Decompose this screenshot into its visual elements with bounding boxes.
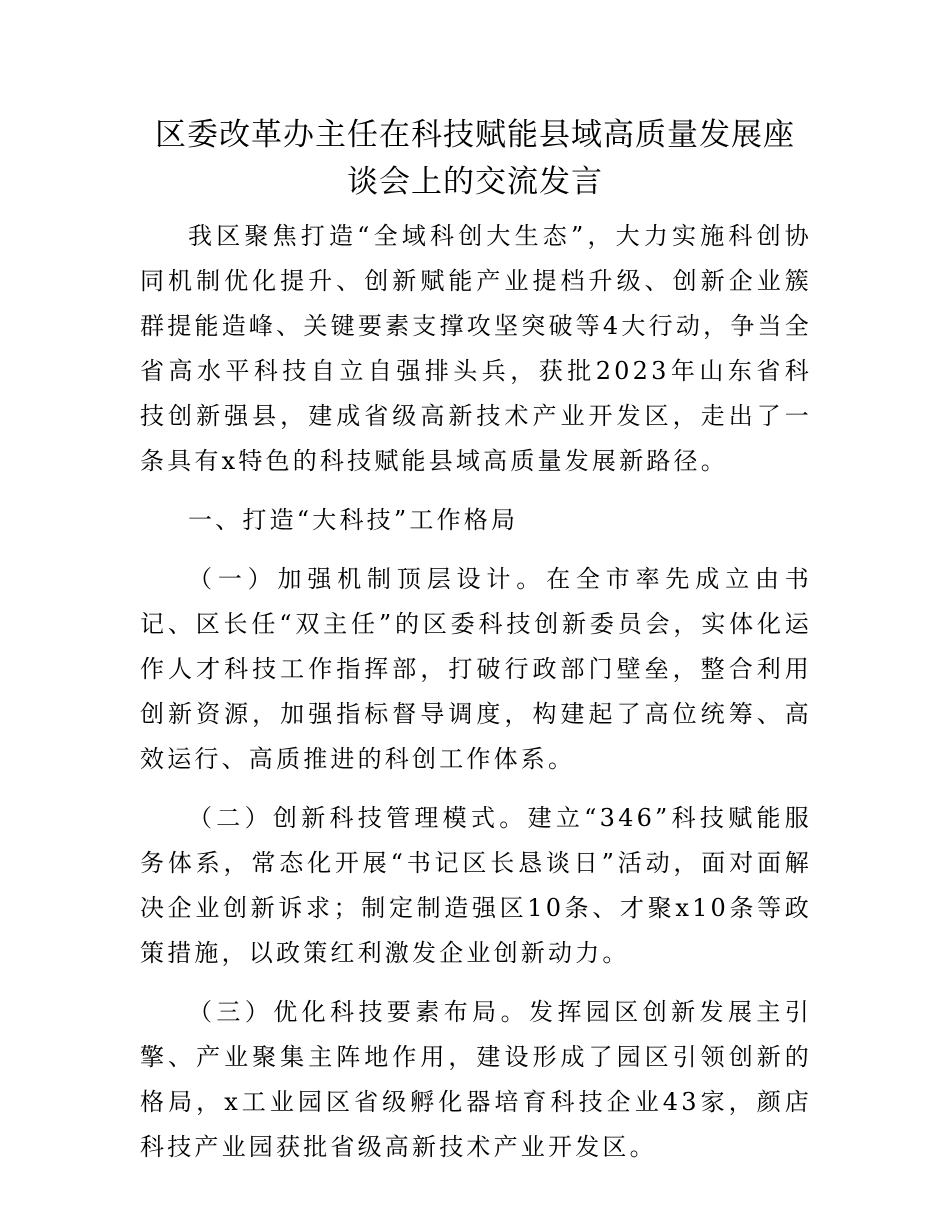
- paragraph-layout: （三）优化科技要素布局。发挥园区创新发展主引擎、产业聚集主阵地作用，建设形成了园区引领创新的格局，x工业园区省级孵化器培育科技企业43家，颜店科技产业园获批省级高新技术产业开发区。: [140, 998, 812, 1161]
- title-line-2: 谈会上的交流发言: [347, 164, 603, 200]
- document-body: [140, 214, 812, 1170]
- paragraph-mechanism: （一）加强机制顶层设计。在全市率先成立由书记、区长任“双主任”的区委科技创新委员会，实体化运作人才科技工作指挥部，打破行政部门壁垒，整合利用创新资源，加强指标督导调度，构建起了高位统筹、高效运行、高质推进的科创工作体系。: [140, 565, 812, 773]
- section-heading: 一、打造“大科技”工作格局: [188, 506, 519, 534]
- intro-paragraph: 我区聚焦打造“全域科创大生态”，大力实施科创协同机制优化提升、创新赋能产业提档升级、创新企业簇群提能造峰、关键要素支撑攻坚突破等4大行动，争当全省高水平科技自立自强排头兵，获批2023年山东省科技创新强县，建成省级高新技术产业开发区，走出了一条具有x特色的科技赋能县域高质量发展新路径。: [140, 222, 812, 475]
- document-title: [140, 112, 810, 206]
- paragraph-management: （二）创新科技管理模式。建立“346”科技赋能服务体系，常态化开展“书记区长恳谈日”活动，面对面解决企业创新诉求；制定制造强区10条、才聚x10条等政策措施，以政策红利激发企业创新动力。: [140, 804, 812, 967]
- title-line-1: 区委改革办主任在科技赋能县域高质量发展座: [155, 117, 795, 153]
